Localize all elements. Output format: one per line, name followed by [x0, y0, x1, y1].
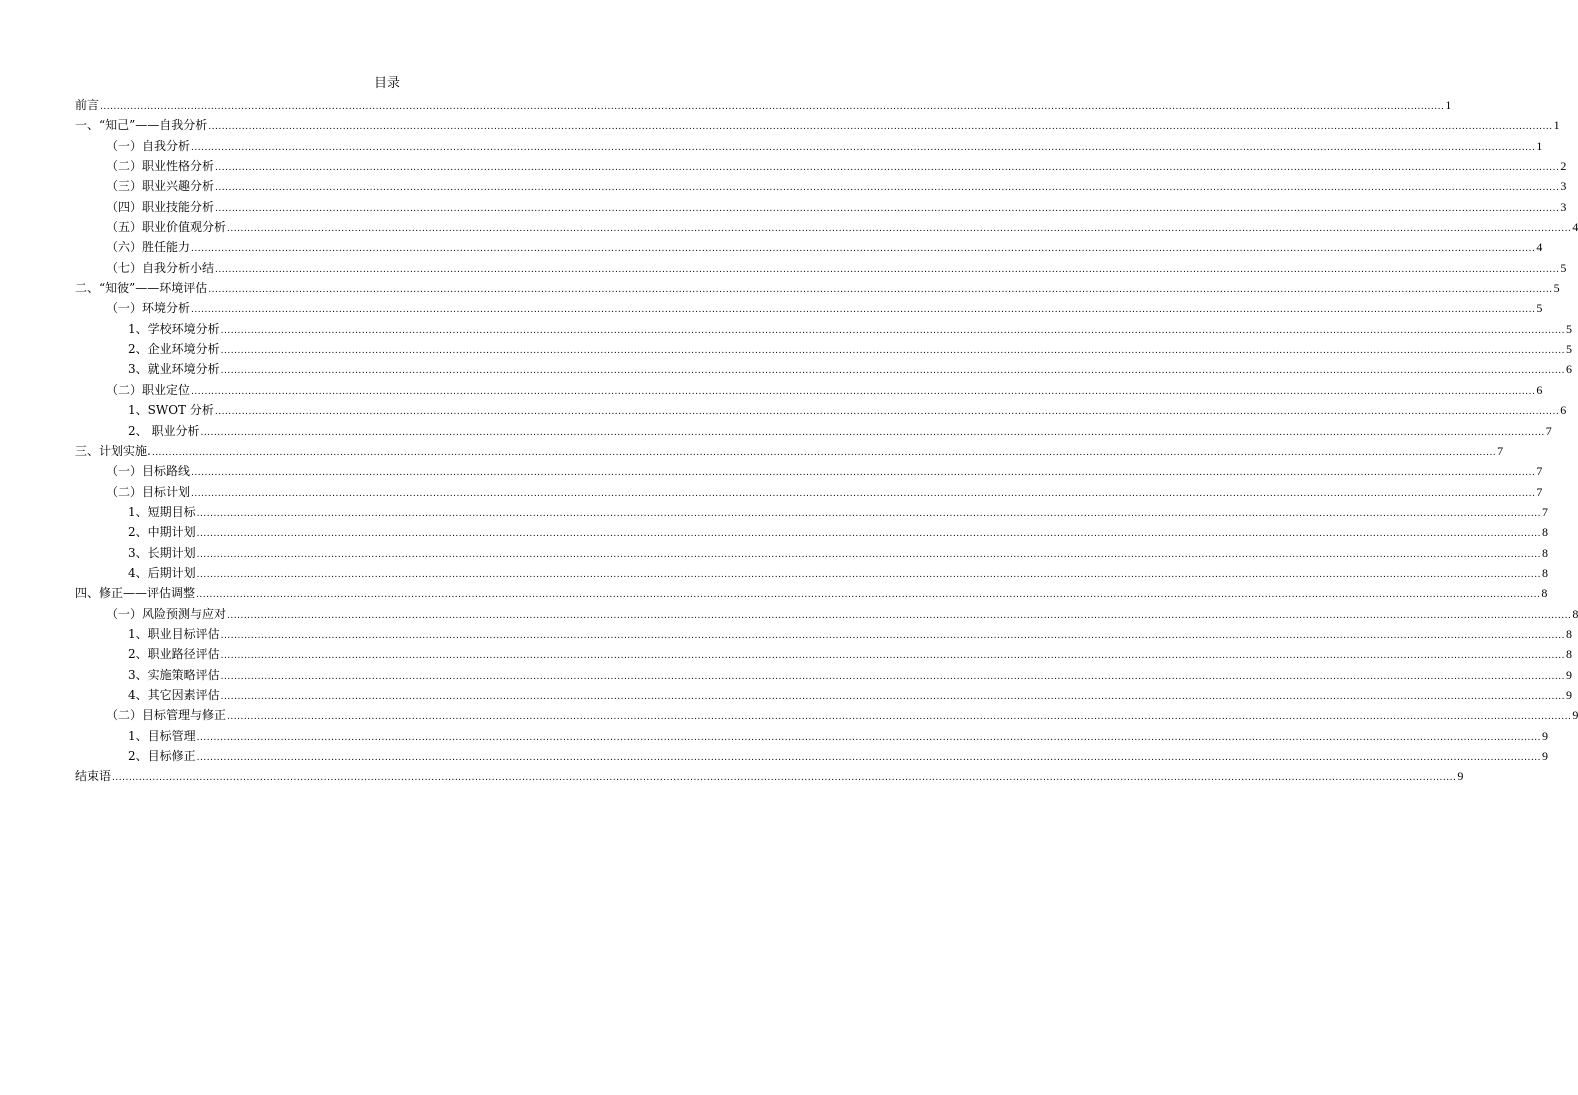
toc-dot-leader: ................................................................................................................................................................................................................................................................................................................................................................................................................ [215, 264, 1560, 275]
toc-entry-page-number: 9 [1572, 708, 1578, 723]
toc-entry-page-number: 8 [1541, 565, 1548, 580]
toc-entry[interactable] [75, 502, 1548, 522]
toc-dot-leader: ................................................................................................................................................................................................................................................................................................................................................................................................................ [220, 630, 1565, 641]
page-title: 目录 [373, 76, 400, 91]
toc-entry[interactable] [75, 136, 1543, 156]
toc-entry-label: 一、“知己”——自我分析 [75, 118, 208, 133]
toc-entry-page-number: 9 [1541, 749, 1548, 763]
toc-entry-page-number: 4 [1536, 240, 1543, 255]
toc-entry-label: （三）职业兴趣分析 [106, 179, 215, 194]
toc-entry-page-number: 8 [1541, 545, 1548, 560]
toc-dot-leader: ................................................................................................................................................................................................................................................................................................................................................................................................................ [191, 488, 1536, 499]
toc-dot-leader: ................................................................................................................................................................................................................................................................................................................................................................................................................ [220, 366, 1565, 377]
toc-entry-label: 2、 职业分析 [128, 423, 200, 438]
toc-entry-page-number: 4 [1572, 220, 1578, 235]
toc-entry-label: 1、短期目标 [128, 504, 196, 519]
toc-entry-label: （一）风险预测与应对 [106, 606, 227, 621]
toc-entry-label: 前言 [75, 98, 100, 112]
toc-entry[interactable] [75, 197, 1567, 217]
toc-entry-label: （六）胜任能力 [106, 240, 191, 255]
toc-dot-leader: ................................................................................................................................................................................................................................................................................................................................................................................................................ [227, 610, 1572, 621]
toc-entry-label: （二）目标计划 [106, 484, 191, 499]
toc-dot-leader: ................................................................................................................................................................................................................................................................................................................................................................................................................ [208, 285, 1553, 296]
toc-dot-leader: ................................................................................................................................................................................................................................................................................................................................................................................................................ [208, 122, 1553, 133]
toc-entry-label: （五）职业价值观分析 [106, 220, 227, 235]
toc-entry-label: （一）自我分析 [106, 138, 191, 153]
toc-dot-leader: ................................................................................................................................................................................................................................................................................................................................................................................................................ [191, 386, 1536, 397]
toc-entry-label: 4、后期计划 [128, 565, 196, 580]
toc-entry[interactable] [75, 644, 1572, 664]
toc-entry-page-number: 6 [1536, 382, 1543, 397]
toc-entry-page-number: 8 [1572, 606, 1578, 621]
toc-entry-page-number: 9 [1457, 769, 1464, 784]
toc-entry-label: （一）目标路线 [106, 464, 191, 479]
toc-dot-leader: ................................................................................................................................................................................................................................................................................................................................................................................................................ [100, 102, 1445, 112]
toc-dot-leader: ................................................................................................................................................................................................................................................................................................................................................................................................................ [191, 244, 1536, 255]
toc-entry-page-number: 7 [1545, 423, 1552, 438]
toc-entry-page-number: 6 [1560, 403, 1567, 418]
toc-entry-page-number: 8 [1541, 586, 1548, 601]
toc-entry[interactable] [75, 441, 1504, 461]
toc-entry-page-number: 7 [1541, 504, 1548, 519]
toc-entry[interactable] [75, 726, 1548, 746]
toc-dot-leader: ................................................................................................................................................................................................................................................................................................................................................................................................................ [196, 549, 1541, 560]
toc-entry-label: 结束语 [75, 769, 112, 784]
toc-entry-page-number: 5 [1536, 301, 1543, 316]
toc-entry-label: 2、企业环境分析 [128, 342, 220, 357]
toc-entry[interactable] [75, 665, 1572, 685]
toc-entry-label: （一）环境分析 [106, 301, 191, 316]
toc-entry-label: 三、计划实施. [75, 443, 151, 458]
toc-entry-label: （二）目标管理与修正 [106, 708, 227, 723]
toc-entry-page-number: 9 [1541, 728, 1548, 743]
toc-entry[interactable] [75, 298, 1543, 318]
toc-dot-leader: ................................................................................................................................................................................................................................................................................................................................................................................................................ [220, 346, 1565, 357]
toc-entry[interactable] [75, 482, 1543, 502]
toc-entry-page-number: 9 [1565, 667, 1572, 682]
toc-entry-page-number: 5 [1565, 321, 1572, 336]
toc-entry[interactable] [75, 400, 1567, 420]
toc-entry[interactable] [75, 156, 1567, 176]
toc-entry-label: （四）职业技能分析 [106, 199, 215, 214]
toc-entry-label: （二）职业性格分析 [106, 159, 215, 174]
toc-entry[interactable] [75, 583, 1548, 603]
toc-entry[interactable] [75, 461, 1543, 481]
toc-entry-page-number: 8 [1565, 647, 1572, 662]
toc-entry-label: 二、“知彼”——环境评估 [75, 281, 208, 296]
toc-entry[interactable] [75, 278, 1560, 298]
toc-dot-leader: ................................................................................................................................................................................................................................................................................................................................................................................................................ [196, 508, 1541, 519]
toc-entry-page-number: 6 [1565, 362, 1572, 377]
toc-entry-page-number: 9 [1565, 687, 1572, 702]
toc-dot-leader: ................................................................................................................................................................................................................................................................................................................................................................................................................ [200, 427, 1545, 438]
toc-dot-leader: ................................................................................................................................................................................................................................................................................................................................................................................................................ [191, 142, 1536, 153]
toc-entry[interactable] [75, 624, 1572, 644]
toc-entry-page-number: 1 [1553, 118, 1560, 133]
toc-entry-page-number: 8 [1565, 626, 1572, 641]
toc-dot-leader: ................................................................................................................................................................................................................................................................................................................................................................................................................ [112, 773, 1457, 784]
toc-entry[interactable] [75, 705, 1578, 725]
toc-dot-leader: ................................................................................................................................................................................................................................................................................................................................................................................................................ [196, 590, 1541, 601]
toc-dot-leader: ................................................................................................................................................................................................................................................................................................................................................................................................................ [220, 691, 1565, 702]
toc-entry-page-number: 7 [1536, 484, 1543, 499]
toc-entry-page-number: 1 [1445, 98, 1452, 112]
toc-entry-label: 1、学校环境分析 [128, 321, 220, 336]
toc-dot-leader: ................................................................................................................................................................................................................................................................................................................................................................................................................ [191, 305, 1536, 316]
toc-entry[interactable] [75, 522, 1548, 542]
table-of-contents [75, 95, 1578, 787]
toc-entry-label: 1、职业目标评估 [128, 626, 220, 641]
toc-entry-label: 四、修正——评估调整 [75, 586, 196, 601]
toc-dot-leader: ................................................................................................................................................................................................................................................................................................................................................................................................................ [196, 753, 1541, 763]
toc-dot-leader: ................................................................................................................................................................................................................................................................................................................................................................................................................ [215, 183, 1560, 194]
toc-entry-page-number: 5 [1553, 281, 1560, 296]
toc-entry-label: 3、就业环境分析 [128, 362, 220, 377]
toc-entry-page-number: 7 [1536, 464, 1543, 479]
toc-entry-label: （二）职业定位 [106, 382, 191, 397]
toc-entry-page-number: 5 [1560, 260, 1567, 275]
toc-entry-label: 2、中期计划 [128, 525, 196, 540]
toc-entry-page-number: 8 [1541, 525, 1548, 540]
toc-entry[interactable] [75, 421, 1552, 441]
toc-entry[interactable] [75, 176, 1567, 196]
toc-entry-label: 4、其它因素评估 [128, 687, 220, 702]
toc-entry-page-number: 5 [1565, 342, 1572, 357]
toc-entry[interactable] [75, 95, 1452, 115]
toc-entry-label: 2、职业路径评估 [128, 647, 220, 662]
toc-dot-leader: ................................................................................................................................................................................................................................................................................................................................................................................................................ [196, 529, 1541, 540]
toc-entry-page-number: 7 [1497, 443, 1504, 458]
toc-entry-label: （七）自我分析小结 [106, 260, 215, 275]
toc-entry-page-number: 3 [1560, 179, 1567, 194]
toc-dot-leader: ................................................................................................................................................................................................................................................................................................................................................................................................................ [220, 325, 1565, 336]
toc-entry[interactable] [75, 115, 1560, 135]
toc-dot-leader: ................................................................................................................................................................................................................................................................................................................................................................................................................ [215, 163, 1560, 174]
toc-entry[interactable] [75, 319, 1572, 339]
toc-dot-leader: ................................................................................................................................................................................................................................................................................................................................................................................................................ [227, 224, 1572, 235]
toc-dot-leader: ................................................................................................................................................................................................................................................................................................................................................................................................................ [214, 407, 1560, 418]
toc-entry-label: 3、长期计划 [128, 545, 196, 560]
toc-dot-leader: ................................................................................................................................................................................................................................................................................................................................................................................................................ [151, 447, 1497, 458]
toc-entry[interactable] [75, 258, 1567, 278]
toc-entry-label: 2、目标修正 [128, 749, 196, 763]
toc-dot-leader: ................................................................................................................................................................................................................................................................................................................................................................................................................ [227, 712, 1572, 723]
toc-entry[interactable] [75, 339, 1572, 359]
toc-dot-leader: ................................................................................................................................................................................................................................................................................................................................................................................................................ [220, 671, 1565, 682]
toc-entry[interactable] [75, 543, 1548, 563]
toc-entry[interactable] [75, 746, 1548, 766]
toc-dot-leader: ................................................................................................................................................................................................................................................................................................................................................................................................................ [220, 651, 1565, 662]
toc-dot-leader: ................................................................................................................................................................................................................................................................................................................................................................................................................ [191, 468, 1536, 479]
toc-entry[interactable] [75, 380, 1543, 400]
toc-entry-page-number: 2 [1560, 159, 1567, 174]
toc-entry[interactable] [75, 359, 1572, 379]
toc-dot-leader: ................................................................................................................................................................................................................................................................................................................................................................................................................ [196, 569, 1541, 580]
toc-entry[interactable] [75, 237, 1543, 257]
toc-entry-page-number: 1 [1536, 138, 1543, 153]
toc-entry-page-number: 3 [1560, 199, 1567, 214]
toc-entry-label: 1、SWOT 分析 [128, 403, 214, 418]
toc-entry-label: 3、实施策略评估 [128, 667, 220, 682]
toc-dot-leader: ................................................................................................................................................................................................................................................................................................................................................................................................................ [196, 732, 1541, 743]
toc-entry[interactable] [75, 217, 1578, 237]
toc-entry[interactable] [75, 685, 1572, 705]
toc-entry[interactable] [75, 563, 1548, 583]
toc-dot-leader: ................................................................................................................................................................................................................................................................................................................................................................................................................ [215, 203, 1560, 214]
toc-entry-label: 1、目标管理 [128, 728, 196, 743]
toc-entry[interactable] [75, 604, 1578, 624]
toc-entry[interactable] [75, 766, 1464, 786]
